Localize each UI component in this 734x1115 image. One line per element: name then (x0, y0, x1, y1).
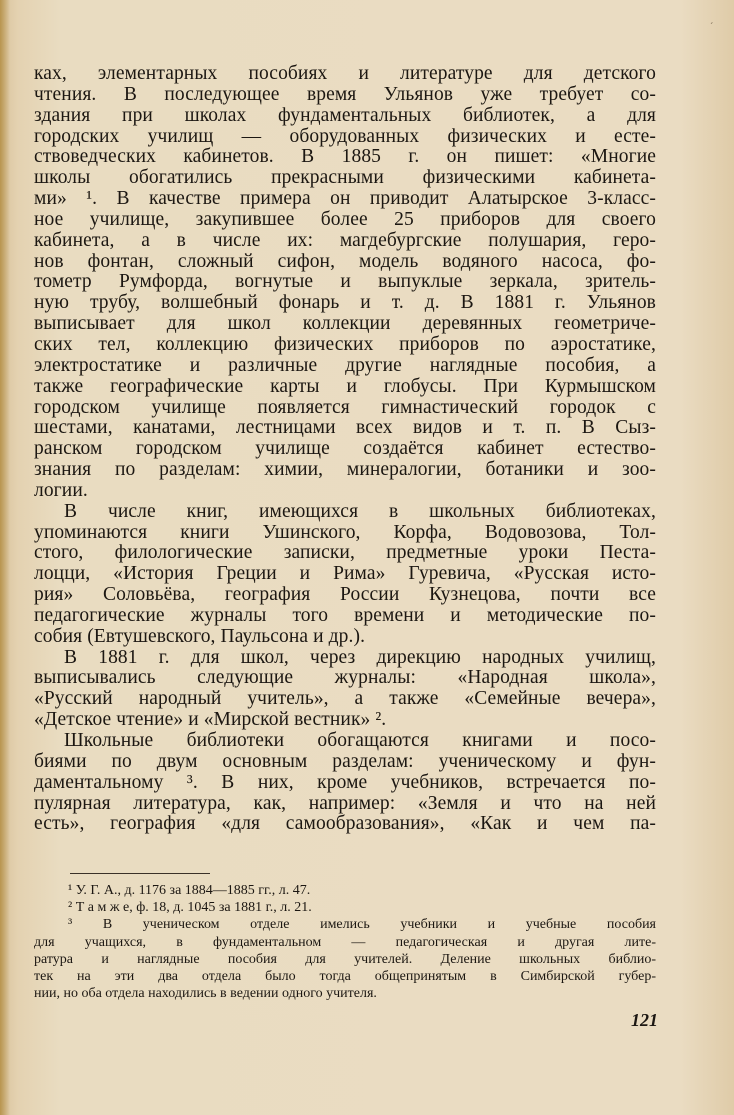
footnote-1: ¹ У. Г. А., д. 1176 за 1884—1885 гг., л. 47. (68, 883, 311, 898)
paragraph-end-line: «Детское чтение» и «Мирской вестник» ². (34, 710, 387, 731)
body-line: пулярная литература, как, например: «Земля и что на ней (34, 793, 656, 814)
body-line: биями по двум основным разделам: ученическому и фун- (34, 751, 656, 772)
body-line: ми» ¹. В качестве примера он приводит Алатырское 3-класс- (34, 189, 656, 210)
body-line: ских тел, коллекцию физических приборов по аэростатике, (34, 334, 656, 355)
body-line: ранском городском училище создаётся кабинет естество- (34, 439, 656, 460)
body-line: нов фонтан, сложный сифон, модель водяного насоса, фо- (34, 251, 656, 272)
body-line: выписывались следующие журналы: «Народная школа», (34, 668, 656, 689)
paragraph-start-line: В 1881 г. для школ, через дирекцию народных училищ, (64, 647, 656, 668)
page-edge-shadow (0, 0, 10, 1115)
body-line: рия» Соловьёва, география России Кузнецова, почти все (34, 585, 656, 606)
body-line: городских училищ — оборудованных физических и есте- (34, 126, 656, 147)
footnote-3-line: тек на эти два отдела было тогда общепринятым в Симбирской губер- (34, 968, 656, 984)
paragraph-start-line: В числе книг, имеющихся в школьных библиотеках, (64, 501, 656, 522)
body-line: здания при школах фундаментальных библиотек, а для (34, 105, 656, 126)
body-line: даментальному ³. В них, кроме учебников, встречается по- (34, 772, 656, 793)
body-line: тометр Румфорда, вогнутые и выпуклые зеркала, зритель- (34, 272, 656, 293)
page-number: 121 (631, 1010, 658, 1030)
corner-mark: ´ (710, 22, 714, 33)
body-line: стого, филологические записки, предметные уроки Песта- (34, 543, 656, 564)
paragraph-start-line: Школьные библиотеки обогащаются книгами и посо- (64, 731, 656, 751)
body-line: упоминаются книги Ушинского, Корфа, Водовозова, Тол- (34, 522, 656, 543)
footnote-separator (70, 873, 210, 874)
footnote-3-line: для учащихся, в фундаментальном — педагогическая и другая лите- (34, 934, 656, 950)
footnote-3-line: ³ В ученическом отделе имелись учебники и учебные пособия (68, 917, 656, 933)
body-line: чтения. В последующее время Ульянов уже требует со- (34, 84, 656, 105)
paragraph-end-line: собия (Евтушевского, Паульсона и др.). (34, 626, 366, 647)
body-line: есть», география «для самообразования», «Как и чем па- (34, 814, 656, 835)
body-line: знания по разделам: химии, минералогии, ботаники и зоо- (34, 460, 656, 481)
paragraph-end-line: логии. (34, 480, 88, 501)
body-line: городском училище появляется гимнастический городок с (34, 397, 656, 418)
body-line: электростатике и различные другие наглядные пособия, а (34, 355, 656, 376)
body-line: кабинета, а в числе их: магдебургские полушария, геро- (34, 230, 656, 251)
body-text (34, 64, 656, 835)
body-line: школы обогатились прекрасными физическими кабинета- (34, 168, 656, 189)
body-line: ках, элементарных пособиях и литературе для детского (34, 64, 656, 84)
body-line: также географические карты и глобусы. При Курмышском (34, 376, 656, 397)
body-line: педагогические журналы того времени и методические по- (34, 605, 656, 626)
body-line: выписывает для школ коллекции деревянных геометриче- (34, 314, 656, 335)
body-line: шестами, канатами, лестницами всех видов и т. п. В Сыз- (34, 418, 656, 439)
footnotes (34, 882, 656, 1002)
body-line: ную трубу, волшебный фонарь и т. д. В 1881 г. Ульянов (34, 293, 656, 314)
footnote-3-line: ратура и наглядные пособия для учителей. Деление школьных библио- (34, 951, 656, 967)
footnote-3-line: нии, но оба отдела находились в ведении одного учителя. (34, 986, 377, 1002)
footnote-2: ² Т а м ж е, ф. 18, д. 1045 за 1881 г., л. 21. (68, 900, 312, 916)
body-line: ное училище, закупившее более 25 приборов для своего (34, 209, 656, 230)
body-line: «Русский народный учитель», а также «Семейные вечера», (34, 689, 656, 710)
body-line: лоцци, «История Греции и Рима» Гуревича, «Русская исто- (34, 564, 656, 585)
body-line: ствоведческих кабинетов. В 1885 г. он пишет: «Многие (34, 147, 656, 168)
